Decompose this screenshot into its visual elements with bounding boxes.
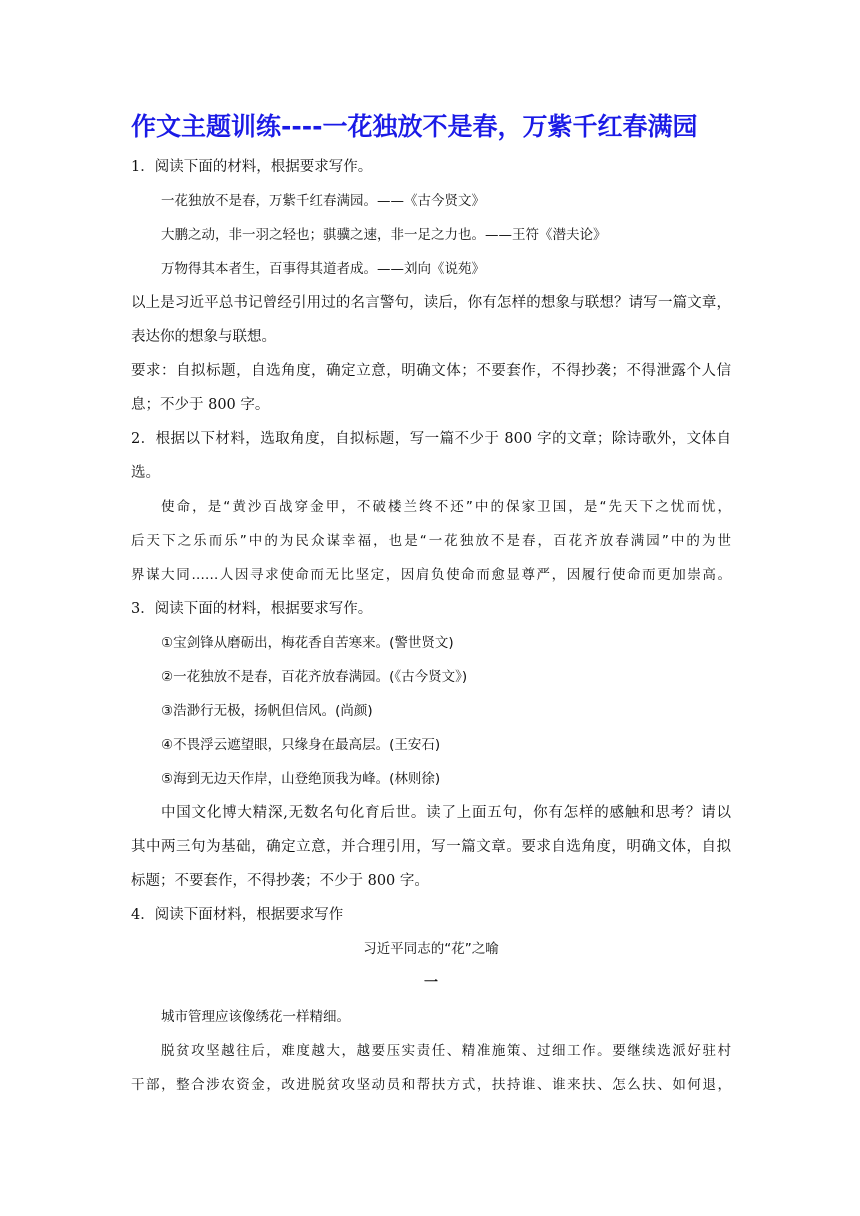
q2-heading-line-2: 选。	[131, 465, 160, 481]
q4-heading: 4．阅读下面材料，根据要求写作	[131, 907, 344, 923]
q2-heading-line-1: 2．根据以下材料，选取角度，自拟标题，写一篇不少于 800 字的文章；除诗歌外，文体自	[131, 431, 731, 447]
q3-item-1: ①宝剑锋从磨砺出，梅花香自苦寒来。(警世贤文)	[161, 635, 454, 651]
q4-body-line-3: 干部，整合涉农资金，改进脱贫攻坚动员和帮扶方式，扶持谁、谁来扶、怎么扶、如何退，	[131, 1077, 731, 1093]
q4-subtitle: 习近平同志的“花”之喻	[363, 941, 499, 957]
q3-item-5: ⑤海到无边天作岸，山登绝顶我为峰。(林则徐)	[161, 771, 441, 787]
q3-item-2: ②一花独放不是春，百花齐放春满园。(《古今贤文》)	[161, 669, 468, 685]
q2-body-line-2: 后天下之乐而乐”中的为民众谋幸福，也是“一花独放不是春，百花齐放春满园”中的为世	[131, 533, 731, 549]
document-page	[131, 108, 731, 1102]
q1-quote-1: 一花独放不是春，万紫千红春满园。——《古今贤文》	[161, 193, 485, 209]
q3-item-3: ③浩渺行无极，扬帆但信风。(尚颜)	[161, 703, 373, 719]
q1-prompt-line-2: 表达你的想象与联想。	[131, 329, 276, 345]
q1-quote-3: 万物得其本者生，百事得其道者成。——刘向《说苑》	[161, 261, 485, 277]
q1-requirement-line-2: 息；不少于 800 字。	[131, 397, 270, 413]
q1-quote-2: 大鹏之动，非一羽之轻也；骐骥之速，非一足之力也。——王符《潜夫论》	[161, 227, 607, 243]
q3-prompt-line-2: 其中两三句为基础，确定立意，并合理引用，写一篇文章。要求自选角度，明确文体，自拟	[131, 839, 731, 855]
q2-body-line-3: 界谋大同……人因寻求使命而无比坚定，因肩负使命而愈显尊严，因履行使命而更加崇高。	[131, 567, 731, 583]
q1-prompt-line-1: 以上是习近平总书记曾经引用过的名言警句，读后，你有怎样的想象与联想？请写一篇文章，	[131, 295, 731, 311]
q3-prompt-line-1: 中国文化博大精深,无数名句化育后世。读了上面五句，你有怎样的感触和思考？请以	[161, 805, 731, 821]
q1-heading: 1．阅读下面的材料，根据要求写作。	[131, 159, 373, 175]
page-title: 作文主题训练----一花独放不是春，万紫千红春满园	[131, 112, 698, 141]
q1-requirement-line-1: 要求：自拟标题，自选角度，确定立意，明确文体；不要套作，不得抄袭；不得泄露个人信	[131, 363, 731, 379]
q4-body-line-2: 脱贫攻坚越往后，难度越大，越要压实责任、精准施策、过细工作。要继续选派好驻村	[161, 1043, 731, 1059]
q4-body-line-1: 城市管理应该像绣花一样精细。	[161, 1009, 350, 1025]
q4-section-marker: 一	[424, 975, 438, 991]
q3-prompt-line-3: 标题；不要套作，不得抄袭；不少于 800 字。	[131, 873, 429, 889]
q3-item-4: ④不畏浮云遮望眼，只缘身在最高层。(王安石)	[161, 737, 441, 753]
q2-body-line-1: 使命，是“黄沙百战穿金甲，不破楼兰终不还”中的保家卫国，是“先天下之忧而忧，	[161, 499, 731, 515]
q3-heading: 3．阅读下面的材料，根据要求写作。	[131, 601, 373, 617]
